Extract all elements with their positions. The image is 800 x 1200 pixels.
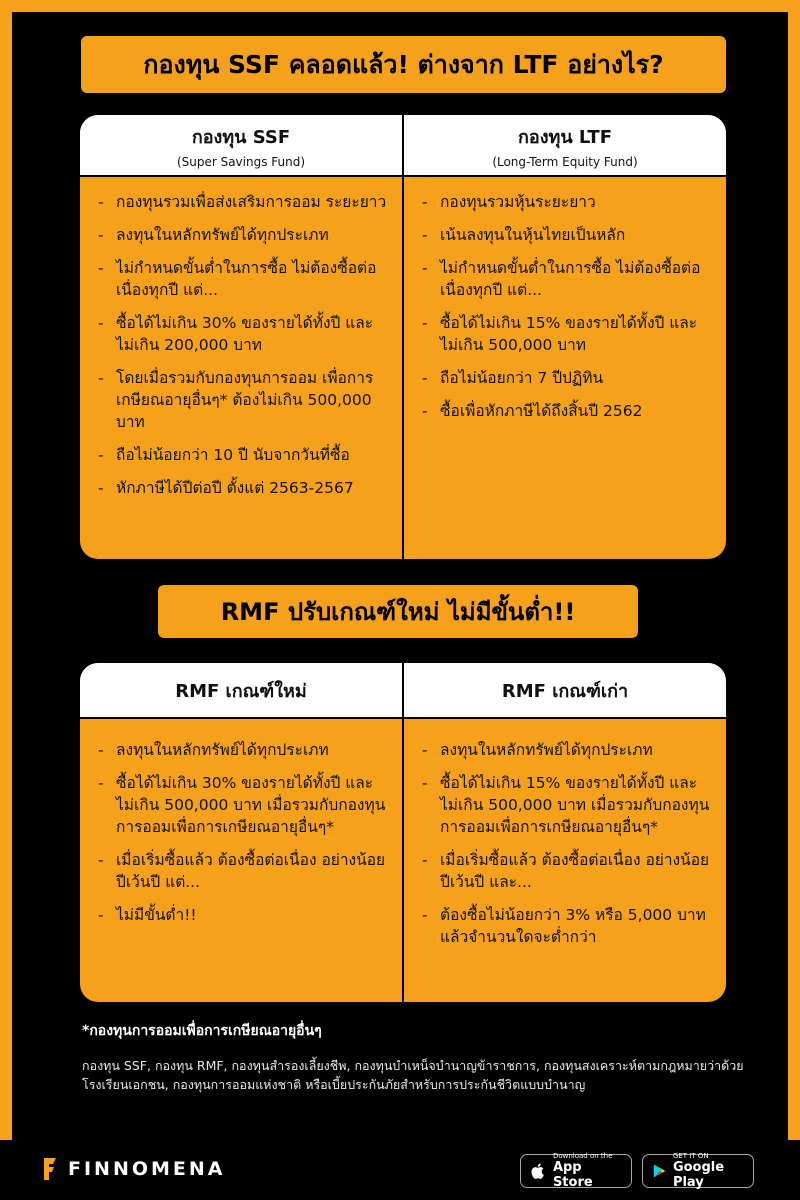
- poster: [12, 12, 788, 1140]
- headline-banner: กองทุน SSF คลอดแล้ว! ต่างจาก LTF อย่างไร?: [81, 36, 726, 93]
- ssf-title: กองทุน SSF: [191, 126, 291, 148]
- list-item: - เมื่อเริ่มซื้อแล้ว ต้องซื้อต่อเนื่อง อย่างน้อย ปีเว้นปี และ...: [422, 849, 712, 893]
- rmf-old-title: RMF เกณฑ์เก่า: [501, 680, 629, 702]
- list-item: - โดยเมื่อรวมกับกองทุนการออม เพื่อการเกษียณอายุอื่นๆ* ต้องไม่เกิน 500,000 บาท: [98, 367, 388, 433]
- google-play-button[interactable]: [642, 1154, 754, 1188]
- brand[interactable]: [42, 1156, 226, 1182]
- ltf-title: กองทุน LTF: [518, 126, 612, 148]
- apple-icon: [531, 1162, 546, 1180]
- footnote: [82, 1020, 762, 1094]
- list-item: - ถือไม่น้อยกว่า 7 ปีปฏิทิน: [422, 367, 712, 389]
- list-item: - ลงทุนในหลักทรัพย์ได้ทุกประเภท: [98, 224, 388, 246]
- app-store-small-label: Download on the: [552, 1152, 613, 1160]
- ssf-subtitle: (Super Savings Fund): [176, 154, 306, 169]
- list-item: - ซื้อได้ไม่เกิน 15% ของรายได้ทั้งปี และไม่เกิน 500,000 บาท เมื่อรวมกับกองทุนการออมเพื่อการเกษียณอายุอื่นๆ*: [422, 772, 712, 838]
- ssf-column: [80, 177, 402, 559]
- footer: [0, 1140, 800, 1200]
- list-item: - ซื้อได้ไม่เกิน 15% ของรายได้ทั้งปี และไม่เกิน 500,000 บาท: [422, 312, 712, 356]
- google-play-label: Google Play: [672, 1160, 725, 1190]
- list-item: - ซื้อเพื่อหักภาษีได้ถึงสิ้นปี 2562: [422, 400, 712, 422]
- list-item: - ซื้อได้ไม่เกิน 30% ของรายได้ทั้งปี และไม่เกิน 500,000 บาท เมื่อรวมกับกองทุนการออมเพื่อการเกษียณอายุอื่นๆ*: [98, 772, 388, 838]
- rmf-old-column: [402, 719, 726, 1002]
- ltf-header: [402, 115, 726, 175]
- table-body: [80, 717, 726, 1002]
- list-item: - กองทุนรวมเพื่อส่งเสริมการออม ระยะยาว: [98, 191, 388, 213]
- ltf-column: [402, 177, 726, 559]
- footnote-body: กองทุน SSF, กองทุน RMF, กองทุนสำรองเลี้ยงชีพ, กองทุนบำเหน็จบำนาญข้าราชการ, กองทุนสงเคราะห์ตามกฎหมายว่าด้วยโรงเรียนเอกชน, กองทุนการออมแห่งชาติ หรือเบี้ยประกันภัยสำหรับการประกันชีวิตแบบบำนาญ: [82, 1058, 744, 1092]
- ltf-subtitle: (Long-Term Equity Fund): [492, 154, 638, 169]
- ssf-ltf-comparison-table: [80, 115, 726, 559]
- rmf-new-header: [80, 663, 402, 717]
- list-item: - ลงทุนในหลักทรัพย์ได้ทุกประเภท: [98, 739, 388, 761]
- table-body: [80, 175, 726, 559]
- app-store-button[interactable]: [520, 1154, 632, 1188]
- rmf-new-list: [98, 739, 388, 926]
- list-item: - ลงทุนในหลักทรัพย์ได้ทุกประเภท: [422, 739, 712, 761]
- list-item: - ไม่กำหนดขั้นต่ำในการซื้อ ไม่ต้องซื้อต่อเนื่องทุกปี แต่...: [98, 257, 388, 301]
- list-item: - เมื่อเริ่มซื้อแล้ว ต้องซื้อต่อเนื่อง อย่างน้อย ปีเว้นปี แต่...: [98, 849, 388, 893]
- ltf-list: [422, 191, 712, 422]
- finnomena-logo-icon: [42, 1156, 58, 1182]
- rmf-old-list: [422, 739, 712, 948]
- table-header: [80, 115, 726, 175]
- list-item: - ไม่มีขั้นต่ำ!!: [98, 904, 388, 926]
- ssf-list: [98, 191, 388, 499]
- rmf-new-title: RMF เกณฑ์ใหม่: [175, 680, 307, 702]
- list-item: - ต้องซื้อไม่น้อยกว่า 3% หรือ 5,000 บาท แล้วจำนวนใดจะต่ำกว่า: [422, 904, 712, 948]
- brand-name: FINNOMENA: [68, 1158, 226, 1180]
- rmf-new-column: [80, 719, 402, 1002]
- google-play-small-label: GET IT ON: [672, 1152, 709, 1160]
- ssf-header: [80, 115, 402, 175]
- app-store-label: App Store: [552, 1160, 593, 1190]
- list-item: - ซื้อได้ไม่เกิน 30% ของรายได้ทั้งปี และไม่เกิน 200,000 บาท: [98, 312, 388, 356]
- list-item: - ถือไม่น้อยกว่า 10 ปี นับจากวันที่ซื้อ: [98, 444, 388, 466]
- list-item: - หักภาษีได้ปีต่อปี ตั้งแต่ 2563-2567: [98, 477, 388, 499]
- rmf-old-header: [402, 663, 726, 717]
- table-header: [80, 663, 726, 717]
- google-play-icon: [653, 1162, 666, 1180]
- list-item: - กองทุนรวมหุ้นระยะยาว: [422, 191, 712, 213]
- footnote-title: *กองทุนการออมเพื่อการเกษียณอายุอื่นๆ: [82, 1023, 322, 1039]
- rmf-banner: RMF ปรับเกณฑ์ใหม่ ไม่มีขั้นต่ำ!!: [158, 585, 638, 638]
- list-item: - ไม่กำหนดขั้นต่ำในการซื้อ ไม่ต้องซื้อต่อเนื่องทุกปี แต่...: [422, 257, 712, 301]
- list-item: - เน้นลงทุนในหุ้นไทยเป็นหลัก: [422, 224, 712, 246]
- rmf-comparison-table: [80, 663, 726, 1002]
